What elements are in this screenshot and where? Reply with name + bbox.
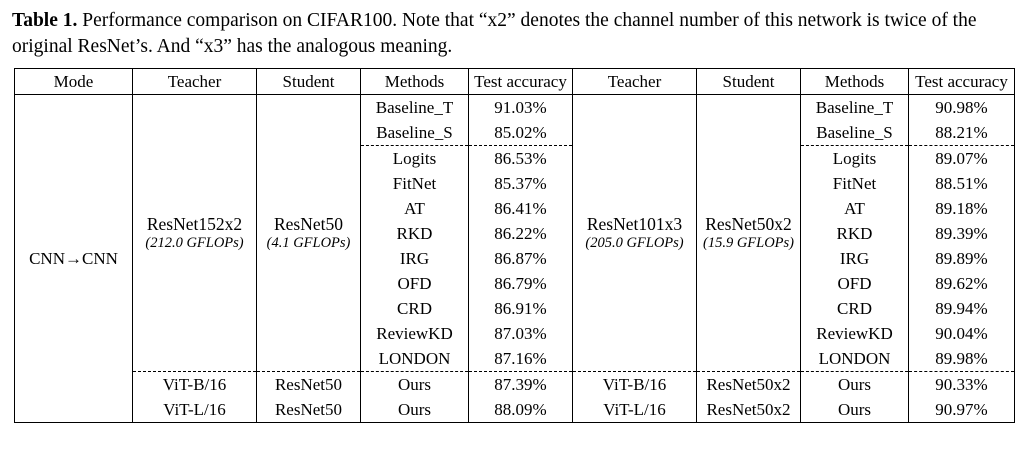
cell-method-left: IRG [361,246,469,271]
cell-student-left: ResNet50 [257,372,361,398]
teacher-right-name: ResNet101x3 [586,214,683,235]
cell-method-right: FitNet [801,171,909,196]
cell-method-right: ReviewKD [801,321,909,346]
cell-method-right: Baseline_S [801,120,909,146]
cell-acc-left: 91.03% [469,95,573,121]
cell-acc-left: 86.22% [469,221,573,246]
table-row [15,397,1015,423]
header-methods-right: Methods [801,69,909,95]
cell-student-left [257,95,361,372]
cell-student-right [697,95,801,372]
header-methods-left: Methods [361,69,469,95]
header-accuracy-right: Test accuracy [909,69,1015,95]
cell-method-left: OFD [361,271,469,296]
cell-method-left: CRD [361,296,469,321]
cell-acc-right: 89.62% [935,274,988,294]
cell-method-left: FitNet [361,171,469,196]
cell-acc-left: 87.39% [469,372,573,398]
cell-student-left: ResNet50 [257,397,361,423]
cell-method-left: LONDON [361,346,469,372]
cell-method-left: Logits [361,146,469,172]
cell-method-right: OFD [801,271,909,296]
cell-acc-left: 87.16% [469,346,573,372]
header-accuracy-left: Test accuracy [469,69,573,95]
cell-acc-left: 85.02% [469,120,573,146]
cell-acc-right: 89.39% [935,224,988,244]
cell-teacher-left [133,95,257,372]
cell-teacher-left: ViT-B/16 [133,372,257,398]
table-caption [12,8,1014,60]
cell-acc-left: 86.79% [469,271,573,296]
cell-method-left: Ours [361,397,469,423]
cell-student-right: ResNet50x2 [697,397,801,423]
cell-acc-right: 88.21% [935,123,988,143]
header-student-left: Student [257,69,361,95]
cell-acc-left: 87.03% [469,321,573,346]
cell-acc-right: 88.51% [935,174,988,194]
cell-acc-right: 89.89% [935,249,988,269]
table-row [15,95,1015,121]
cell-acc-right: 89.18% [935,199,988,219]
cell-method-left: Ours [361,372,469,398]
header-teacher-left: Teacher [133,69,257,95]
cell-acc-right: 90.98% [935,98,988,118]
student-left-name: ResNet50 [273,214,344,235]
teacher-right-flops: (205.0 GFLOPs) [585,235,684,252]
cell-acc-left: 86.53% [469,146,573,172]
cell-acc-left: 86.91% [469,296,573,321]
cell-student-right: ResNet50x2 [697,372,801,398]
student-right-name: ResNet50x2 [705,214,792,235]
cell-method-left: RKD [361,221,469,246]
cell-method-right: Ours [801,397,909,423]
cell-method-right: IRG [801,246,909,271]
student-left-flops: (4.1 GFLOPs) [266,235,351,252]
cell-method-right: Logits [801,146,909,172]
cell-method-right: Baseline_T [801,95,909,121]
cell-method-right: CRD [801,296,909,321]
header-student-right: Student [697,69,801,95]
cell-teacher-right: ViT-L/16 [573,397,697,423]
header-teacher-right: Teacher [573,69,697,95]
cell-method-left: AT [361,196,469,221]
cell-method-right: AT [801,196,909,221]
cell-acc-left: 88.09% [469,397,573,423]
cell-method-right: RKD [801,221,909,246]
cell-teacher-right: ViT-B/16 [573,372,697,398]
teacher-left-flops: (212.0 GFLOPs) [145,235,244,252]
caption-label: Table 1. [12,10,78,31]
cell-teacher-left: ViT-L/16 [133,397,257,423]
cell-acc-left: 86.41% [469,196,573,221]
student-right-flops: (15.9 GFLOPs) [702,235,795,252]
results-table [14,68,1015,423]
cell-acc-right: 90.04% [935,324,988,344]
cell-mode: CNN→CNN [15,95,133,423]
cell-acc-right: 89.94% [935,299,988,319]
table-row [15,372,1015,398]
cell-method-left: Baseline_T [361,95,469,121]
cell-acc-right: 89.98% [935,349,988,369]
cell-acc-left: 85.37% [469,171,573,196]
table-header-row [15,69,1015,95]
cell-acc-left: 86.87% [469,246,573,271]
caption-text: Performance comparison on CIFAR100. Note that “x2” denotes the channel number of this network is twice of the original ResNet’s. And “x3” has the analogous meaning. [12,10,977,58]
cell-method-right: Ours [801,372,909,398]
teacher-left-name: ResNet152x2 [146,214,243,235]
cell-acc-right: 89.07% [909,146,1015,172]
cell-teacher-right [573,95,697,372]
cell-acc-right: 90.33% [909,372,1015,398]
header-mode: Mode [15,69,133,95]
cell-method-left: Baseline_S [361,120,469,146]
cell-acc-right: 90.97% [935,400,988,420]
cell-method-right: LONDON [801,346,909,372]
cell-method-left: ReviewKD [361,321,469,346]
